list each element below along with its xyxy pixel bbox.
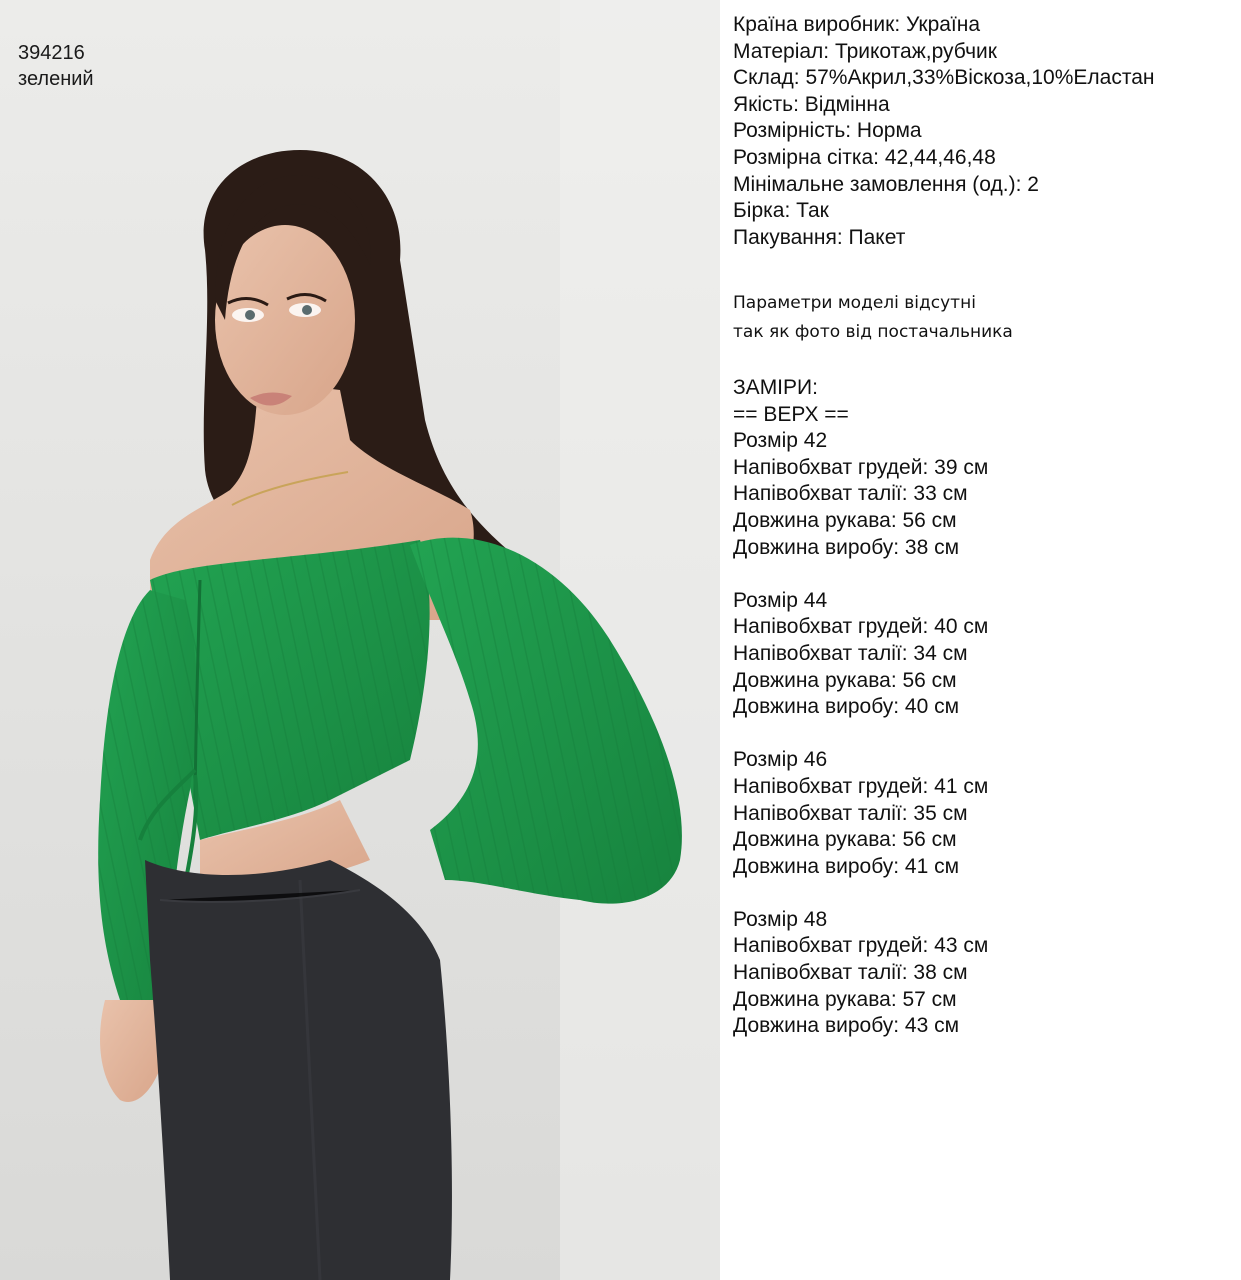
size-sleeve: Довжина рукава: 57 см <box>733 987 957 1011</box>
measurements <box>733 375 1233 1040</box>
size-chest: Напівобхват грудей: 41 см <box>733 774 989 798</box>
size-length: Довжина виробу: 43 см <box>733 1014 960 1038</box>
size-title: Розмір 48 <box>733 907 828 931</box>
size-chest: Напівобхват грудей: 39 см <box>733 455 989 479</box>
spec-composition: Склад: 57%Акрил,33%Віскоза,10%Еластан <box>733 66 1155 90</box>
model-params-note <box>733 289 1233 347</box>
spec-material: Матеріал: Трикотаж,рубчик <box>733 39 997 63</box>
spec-min-order: Мінімальне замовлення (од.): 2 <box>733 172 1039 196</box>
spec-size-grid: Розмірна сітка: 42,44,46,48 <box>733 145 996 169</box>
note-line-1: Параметри моделі відсутні <box>733 293 976 313</box>
spec-tag: Бірка: Так <box>733 199 829 223</box>
spec-sizing: Розмірність: Норма <box>733 119 922 143</box>
product-color: зелений <box>18 68 94 90</box>
size-waist: Напівобхват талії: 35 см <box>733 801 968 825</box>
measurements-section: == ВЕРХ == <box>733 402 849 426</box>
size-block-42 <box>733 428 1233 561</box>
size-sleeve: Довжина рукава: 56 см <box>733 668 957 692</box>
product-label <box>18 40 94 92</box>
size-chest: Напівобхват грудей: 40 см <box>733 615 989 639</box>
size-length: Довжина виробу: 38 см <box>733 535 960 559</box>
note-line-2: так як фото від постачальника <box>733 322 1013 342</box>
size-block-44 <box>733 588 1233 721</box>
size-waist: Напівобхват талії: 33 см <box>733 482 968 506</box>
spec-country: Країна виробник: Україна <box>733 13 981 36</box>
spec-quality: Якість: Відмінна <box>733 92 890 116</box>
size-sleeve: Довжина рукава: 56 см <box>733 828 957 852</box>
size-title: Розмір 42 <box>733 429 828 453</box>
measurements-heading: ЗАМІРИ: <box>733 376 818 399</box>
jeans <box>145 860 452 1280</box>
size-block-46 <box>733 747 1233 880</box>
product-sku: 394216 <box>18 42 85 64</box>
size-block-48 <box>733 907 1233 1040</box>
size-title: Розмір 46 <box>733 748 828 772</box>
spec-packaging: Пакування: Пакет <box>733 225 906 249</box>
size-chest: Напівобхват грудей: 43 см <box>733 934 989 958</box>
size-title: Розмір 44 <box>733 588 828 612</box>
product-specs <box>733 12 1233 251</box>
size-waist: Напівобхват талії: 38 см <box>733 961 968 985</box>
size-sleeve: Довжина рукава: 56 см <box>733 508 957 532</box>
size-length: Довжина виробу: 40 см <box>733 695 960 719</box>
size-waist: Напівобхват талії: 34 см <box>733 641 968 665</box>
size-length: Довжина виробу: 41 см <box>733 854 960 878</box>
